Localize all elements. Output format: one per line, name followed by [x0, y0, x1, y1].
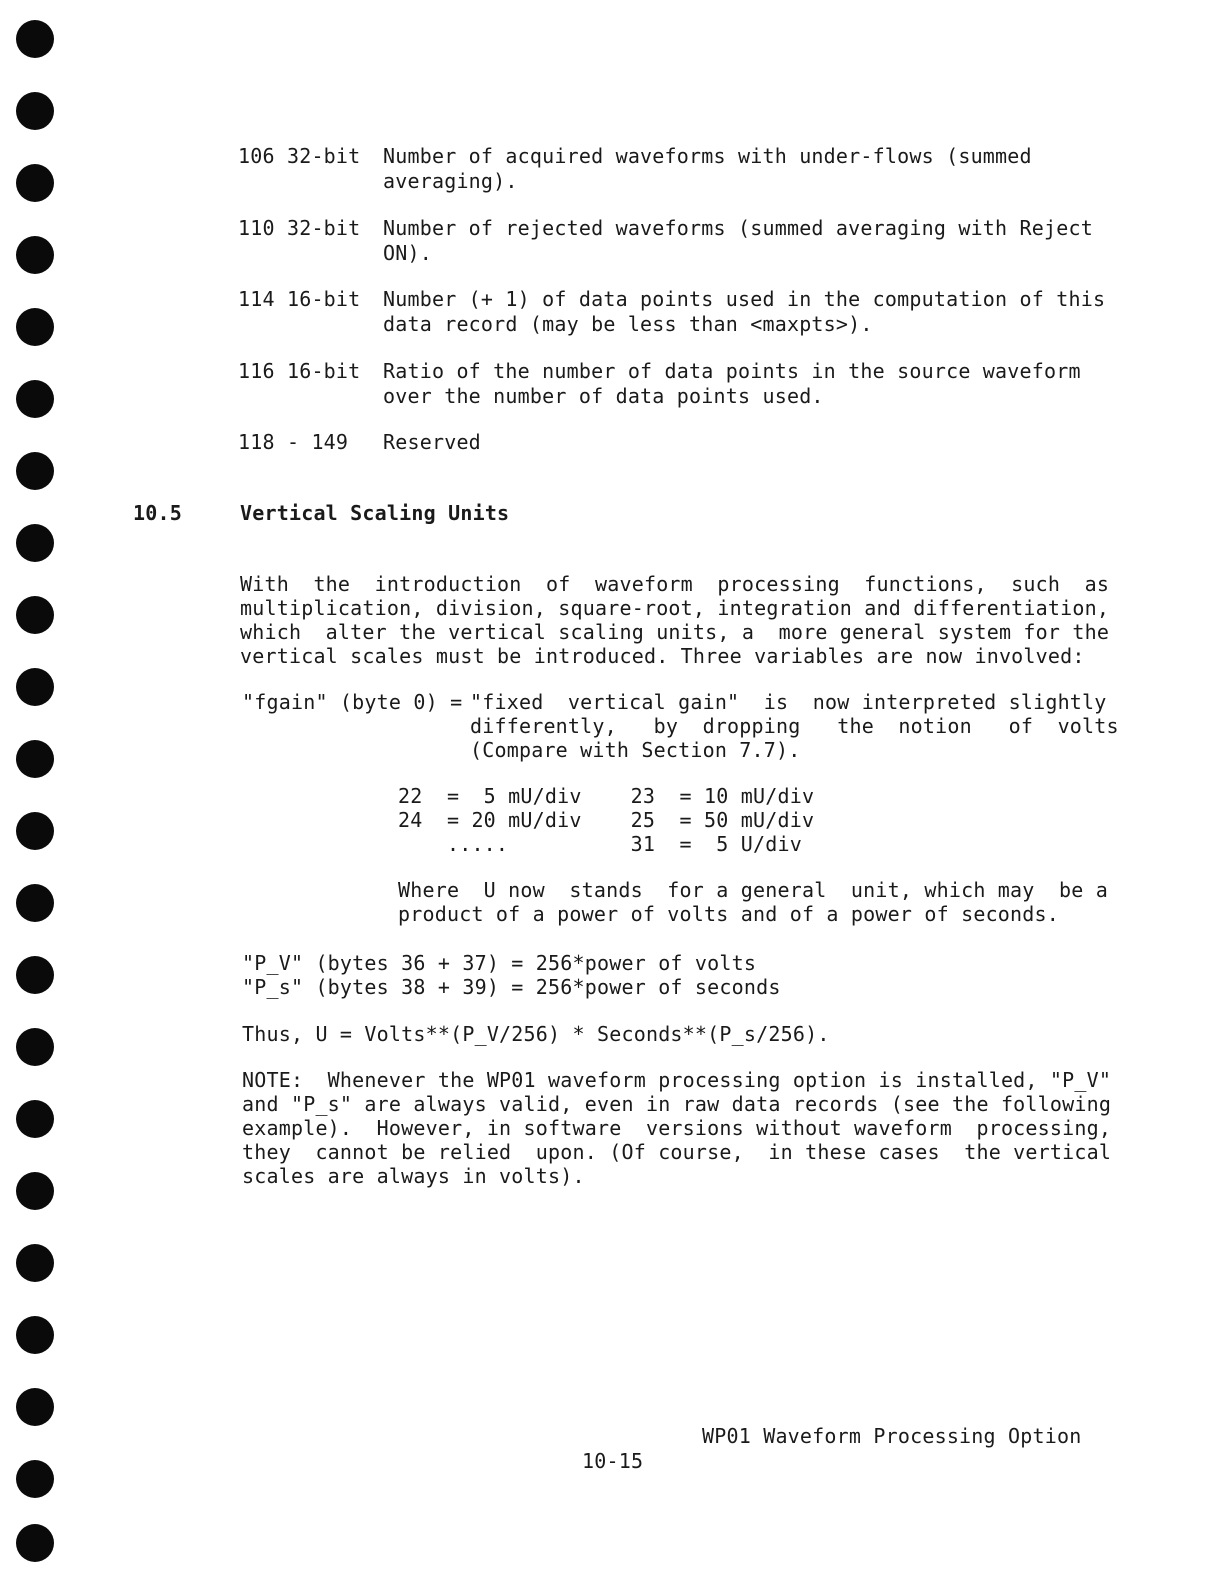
punch-hole-icon [16, 1028, 54, 1066]
offset-description: data record (may be less than <maxpts>). [383, 312, 873, 336]
variable-line: "P_s" (bytes 38 + 39) = 256*power of seconds [242, 975, 781, 999]
punch-hole-icon [16, 236, 54, 274]
punch-hole-icon [16, 884, 54, 922]
punch-hole-icon [16, 1524, 54, 1562]
offset-description: averaging). [383, 169, 518, 193]
punch-hole-icon [16, 668, 54, 706]
page-number: 10-15 [582, 1449, 644, 1473]
section-title: Vertical Scaling Units [240, 501, 510, 525]
punch-hole-icon [16, 1244, 54, 1282]
paragraph-line: they cannot be relied upon. (Of course, in these cases the vertical [242, 1140, 1112, 1164]
punch-hole-icon [16, 164, 54, 202]
offset-description: ON). [383, 241, 432, 265]
offset-description: Number (+ 1) of data points used in the computation of this [383, 287, 1106, 311]
punch-hole-icon [16, 1388, 54, 1426]
definition-line: "fixed vertical gain" is now interpreted slightly [470, 690, 1107, 714]
offset-code: 106 32-bit [238, 144, 361, 168]
paragraph-line: Where U now stands for a general unit, which may be a [398, 878, 1108, 902]
gain-row: 24 = 20 mU/div 25 = 50 mU/div [398, 808, 815, 832]
punch-hole-icon [16, 380, 54, 418]
section-number: 10.5 [133, 501, 182, 525]
offset-description: Ratio of the number of data points in the source waveform [383, 359, 1081, 383]
gain-row: ..... 31 = 5 U/div [398, 832, 802, 856]
punch-hole-icon [16, 1460, 54, 1498]
gain-row: 22 = 5 mU/div 23 = 10 mU/div [398, 784, 815, 808]
definition-line: differently, by dropping the notion of volts [470, 714, 1119, 738]
paragraph-line: With the introduction of waveform processing functions, such as [240, 572, 1110, 596]
unit-formula: Thus, U = Volts**(P_V/256) * Seconds**(P_s/256). [242, 1022, 830, 1046]
punch-hole-icon [16, 20, 54, 58]
offset-description: Number of acquired waveforms with under-flows (summed [383, 144, 1032, 168]
punch-hole-icon [16, 92, 54, 130]
offset-description: Reserved [383, 430, 481, 454]
punch-hole-icon [16, 596, 54, 634]
punch-hole-icon [16, 812, 54, 850]
offset-description: Number of rejected waveforms (summed averaging with Reject [383, 216, 1093, 240]
offset-code: 110 32-bit [238, 216, 361, 240]
punch-hole-icon [16, 1172, 54, 1210]
punch-hole-icon [16, 1316, 54, 1354]
offset-code: 114 16-bit [238, 287, 361, 311]
footer-title: WP01 Waveform Processing Option [702, 1424, 1082, 1448]
paragraph-line: and "P_s" are always valid, even in raw data records (see the following [242, 1092, 1112, 1116]
punch-hole-icon [16, 1100, 54, 1138]
paragraph-line: multiplication, division, square-root, integration and differentiation, [240, 596, 1110, 620]
paragraph-line: NOTE: Whenever the WP01 waveform processing option is installed, "P_V" [242, 1068, 1112, 1092]
paragraph-line: scales are always in volts). [242, 1164, 585, 1188]
fgain-term: "fgain" (byte 0) = [242, 690, 475, 714]
offset-code: 116 16-bit [238, 359, 361, 383]
punch-hole-icon [16, 308, 54, 346]
punch-hole-icon [16, 740, 54, 778]
punch-hole-icon [16, 956, 54, 994]
paragraph-line: example). However, in software versions without waveform processing, [242, 1116, 1112, 1140]
paragraph-line: which alter the vertical scaling units, a more general system for the [240, 620, 1110, 644]
offset-description: over the number of data points used. [383, 384, 824, 408]
offset-code: 118 - 149 [238, 430, 349, 454]
paragraph-line: vertical scales must be introduced. Three variables are now involved: [240, 644, 1085, 668]
paragraph-line: product of a power of volts and of a power of seconds. [398, 902, 1060, 926]
definition-line: (Compare with Section 7.7). [470, 738, 801, 762]
punch-hole-icon [16, 524, 54, 562]
punch-hole-icon [16, 452, 54, 490]
variable-line: "P_V" (bytes 36 + 37) = 256*power of volts [242, 951, 757, 975]
